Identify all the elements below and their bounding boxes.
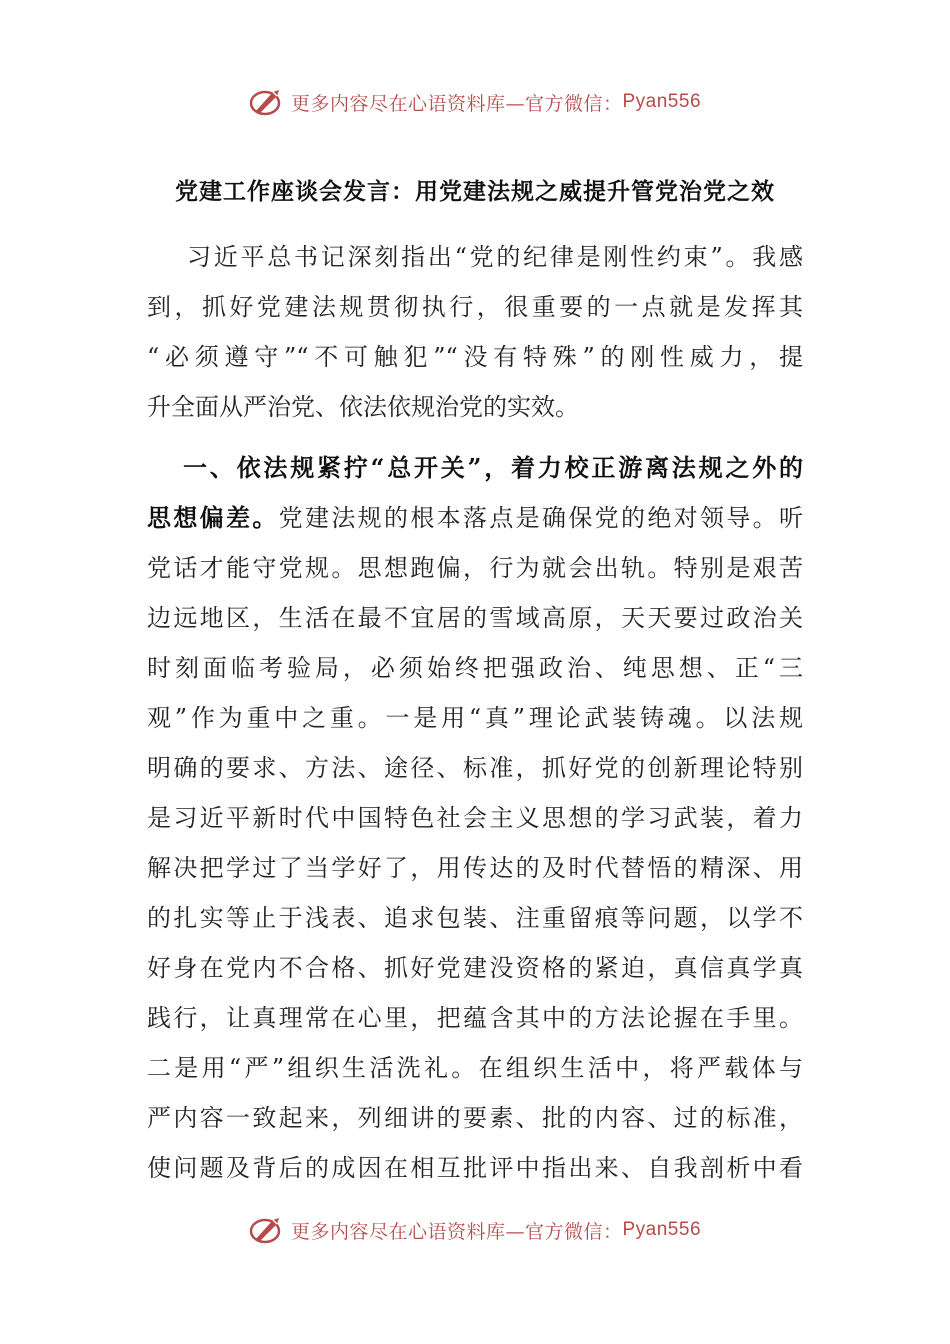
body-text: “必须遵守”“不可触犯”“没有特殊”的刚性威力，提 bbox=[147, 343, 803, 371]
body-text: 二是用“严”组织生活洗礼。在组织生活中，将严载体与 bbox=[147, 1054, 803, 1082]
body-line bbox=[187, 240, 803, 274]
body-text: 严内容一致起来，列细讲的要素、批的内容、过的标准， bbox=[147, 1104, 803, 1132]
document-title: 党建工作座谈会发言：用党建法规之威提升管党治党之效 bbox=[175, 178, 775, 205]
body-text: 党建法规的根本落点是确保党的绝对领导。听 bbox=[278, 504, 803, 532]
body-line bbox=[147, 290, 803, 324]
body-text: 习近平总书记深刻指出“党的纪律是刚性约束”。我感 bbox=[187, 243, 803, 271]
watermark-wechat-label: 官方微信： bbox=[524, 1220, 623, 1243]
body-line bbox=[147, 801, 803, 835]
body-text: 观”作为重中之重。一是用“真”理论武装铸魂。以法规 bbox=[147, 704, 803, 732]
body-text: 明确的要求、方法、途径、标准，抓好党的创新理论特别 bbox=[147, 754, 803, 782]
body-line bbox=[147, 701, 803, 735]
body-line bbox=[147, 1101, 803, 1135]
body-line bbox=[183, 451, 803, 485]
body-line bbox=[147, 551, 803, 585]
body-text: 党话才能守党规。思想跑偏，行为就会出轨。特别是艰苦 bbox=[147, 554, 803, 582]
body-line bbox=[147, 951, 803, 985]
body-text: 的扎实等止于浅表、追求包装、注重留痕等问题，以学不 bbox=[147, 904, 803, 932]
body-text: 升全面从严治党、依法依规治党的实效。 bbox=[147, 393, 579, 421]
body-line bbox=[147, 601, 803, 635]
body-line bbox=[147, 651, 803, 685]
pen-logo-icon bbox=[249, 86, 285, 118]
body-text: 是习近平新时代中国特色社会主义思想的学习武装，着力 bbox=[147, 804, 803, 832]
body-text: 践行，让真理常在心里，把蕴含其中的方法论握在手里。 bbox=[147, 1004, 803, 1032]
body-text: 好身在党内不合格、抓好党建没资格的紧迫，真信真学真 bbox=[147, 954, 803, 982]
body-text: 使问题及背后的成因在相互批评中指出来、自我剖析中看 bbox=[147, 1154, 803, 1182]
body-line bbox=[147, 751, 803, 785]
watermark-wechat-id: Pyan556 bbox=[622, 1219, 702, 1240]
body-text: 到，抓好党建法规贯彻执行，很重要的一点就是发挥其 bbox=[147, 293, 803, 321]
body-text: 解决把学过了当学好了，用传达的及时代替悟的精深、用 bbox=[147, 854, 803, 882]
body-line bbox=[147, 901, 803, 935]
body-line bbox=[147, 1001, 803, 1035]
body-line bbox=[147, 501, 803, 535]
pen-logo-icon bbox=[249, 1214, 285, 1246]
body-line bbox=[147, 390, 803, 424]
watermark-wechat-label: 官方微信： bbox=[524, 92, 623, 115]
section-heading: 一、依法规紧拧“总开关”，着力校正游离法规之外的 bbox=[183, 453, 803, 482]
watermark-brand-text: 更多内容尽在心语资料库— bbox=[290, 1220, 525, 1243]
body-text: 边远地区，生活在最不宜居的雪域高原，天天要过政治关 bbox=[147, 604, 803, 632]
body-text: 时刻面临考验局，必须始终把强政治、纯思想、正“三 bbox=[147, 654, 803, 682]
watermark-banner-top bbox=[0, 82, 950, 122]
watermark-wechat-id: Pyan556 bbox=[622, 91, 702, 112]
body-line bbox=[147, 340, 803, 374]
body-line bbox=[147, 1051, 803, 1085]
watermark-brand-text: 更多内容尽在心语资料库— bbox=[290, 92, 525, 115]
section-heading: 思想偏差。 bbox=[147, 503, 279, 532]
body-line bbox=[147, 1151, 803, 1185]
body-line bbox=[147, 851, 803, 885]
watermark-banner-bottom bbox=[0, 1210, 950, 1250]
